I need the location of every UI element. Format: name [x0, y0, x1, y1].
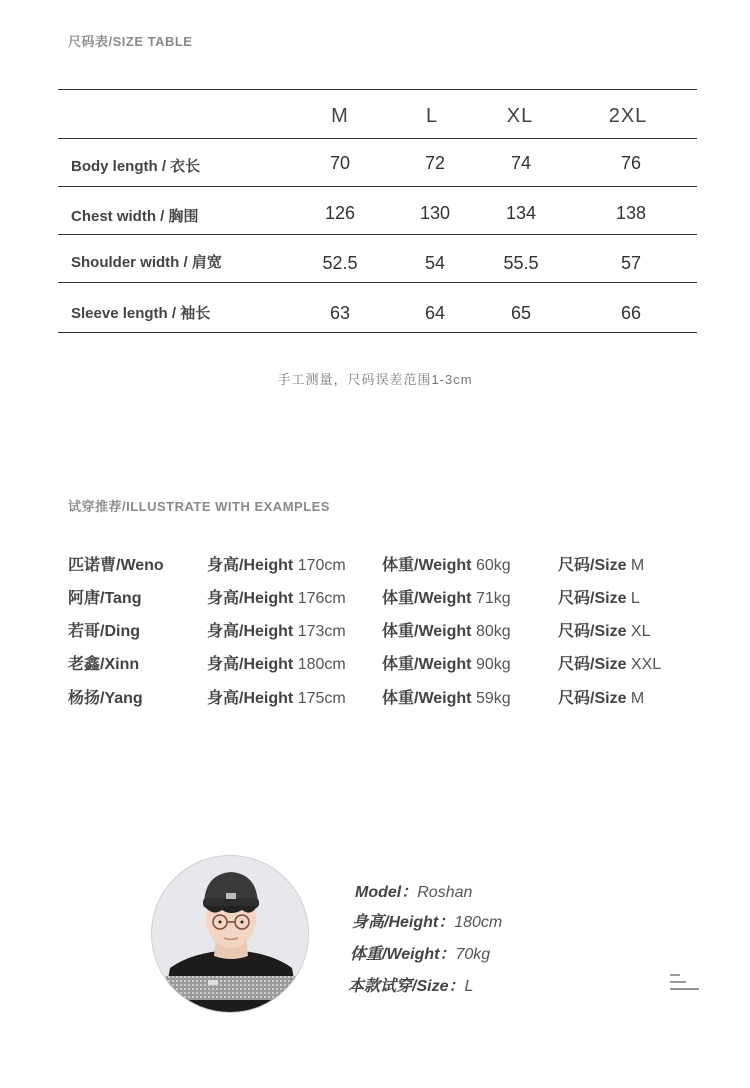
table-cell: 63 [329, 303, 351, 323]
list-item [0, 685, 750, 709]
list-item [0, 651, 750, 675]
weight-label: 体重/Weight [382, 623, 472, 640]
size-value: XL [630, 623, 651, 640]
model-name-line [355, 879, 472, 902]
size-table-title: 尺码表/SIZE TABLE [68, 34, 193, 49]
row-label-sleeve-length: Sleeve length / 袖长 [71, 305, 211, 322]
person-name: 杨扬/Yang [68, 690, 143, 707]
size-label: 尺码/Size [558, 656, 627, 673]
person-name: 匹诺曹/Weno [68, 557, 164, 574]
row-label-body-length: Body length / 衣长 [71, 158, 201, 175]
height-label: 身高/Height [207, 656, 294, 673]
row-label-chest-width: Chest width / 胸围 [71, 208, 199, 225]
model-size: L [464, 978, 474, 995]
menu-icon[interactable] [668, 972, 700, 992]
table-rule [58, 282, 697, 283]
table-cell: 52.5 [322, 253, 358, 273]
model-size-line [348, 973, 473, 996]
model-portrait-icon [152, 856, 309, 1013]
size-value: M [630, 557, 645, 574]
table-cell: 74 [510, 153, 532, 173]
model-weight: 70kg [455, 946, 491, 963]
table-cell: 72 [424, 153, 446, 173]
list-item [0, 552, 750, 576]
header-xl: XL [506, 105, 534, 127]
height-label: 身高/Height [207, 590, 294, 607]
header-2xl: 2XL [608, 105, 648, 127]
table-cell: 55.5 [503, 253, 539, 273]
height-label: 身高/Height [207, 690, 294, 707]
list-item [0, 585, 750, 609]
height-value: 173cm [297, 623, 346, 640]
examples-title: 试穿推荐/ILLUSTRATE WITH EXAMPLES [68, 499, 330, 514]
model-avatar [151, 855, 309, 1013]
row-label-shoulder-width: Shoulder width / 肩宽 [71, 254, 222, 271]
height-label: 身高/Height [207, 623, 294, 640]
header-m: M [331, 105, 349, 127]
table-cell: 57 [620, 253, 642, 273]
table-cell: 70 [329, 153, 351, 173]
weight-label: 体重/Weight [382, 656, 472, 673]
table-cell: 138 [615, 203, 647, 223]
height-value: 180cm [297, 656, 346, 673]
size-value: L [630, 590, 640, 607]
table-cell: 126 [324, 203, 356, 223]
measurement-note: 手工测量，尺码误差范围1-3cm [277, 372, 473, 387]
model-weight-line [350, 941, 490, 964]
height-label: 身高/Height [207, 557, 294, 574]
table-rule [58, 186, 697, 187]
table-rule [58, 234, 697, 235]
size-label: 尺码/Size [558, 623, 627, 640]
model-height-label: 身高/Height： [352, 914, 455, 931]
person-name: 老鑫/Xinn [68, 656, 140, 673]
weight-label: 体重/Weight [382, 557, 472, 574]
height-value: 176cm [297, 590, 346, 607]
height-value: 170cm [297, 557, 346, 574]
model-weight-label: 体重/Weight： [350, 946, 456, 963]
model-name: Roshan [417, 884, 473, 901]
height-value: 175cm [297, 690, 346, 707]
table-cell: 64 [424, 303, 446, 323]
weight-value: 71kg [475, 590, 511, 607]
person-name: 阿唐/Tang [68, 590, 142, 607]
person-name: 若哥/Ding [68, 623, 140, 640]
table-rule [58, 89, 697, 90]
model-size-label: 本款试穿/Size： [348, 978, 465, 995]
weight-value: 59kg [475, 690, 511, 707]
size-label: 尺码/Size [558, 690, 627, 707]
weight-value: 60kg [475, 557, 511, 574]
table-cell: 130 [419, 203, 451, 223]
list-item [0, 618, 750, 642]
table-cell: 76 [620, 153, 642, 173]
table-cell: 134 [505, 203, 537, 223]
weight-label: 体重/Weight [382, 690, 472, 707]
weight-value: 80kg [475, 623, 511, 640]
size-label: 尺码/Size [558, 557, 627, 574]
weight-value: 90kg [475, 656, 511, 673]
model-height-line [352, 909, 502, 932]
table-cell: 66 [620, 303, 642, 323]
table-rule [58, 332, 697, 333]
weight-label: 体重/Weight [382, 590, 472, 607]
size-value: XXL [630, 656, 662, 673]
header-l: L [425, 105, 439, 127]
model-name-label: Model： [355, 884, 418, 901]
table-cell: 54 [424, 253, 446, 273]
table-rule [58, 138, 697, 139]
size-label: 尺码/Size [558, 590, 627, 607]
table-cell: 65 [510, 303, 532, 323]
size-value: M [630, 690, 645, 707]
model-height: 180cm [454, 914, 503, 931]
